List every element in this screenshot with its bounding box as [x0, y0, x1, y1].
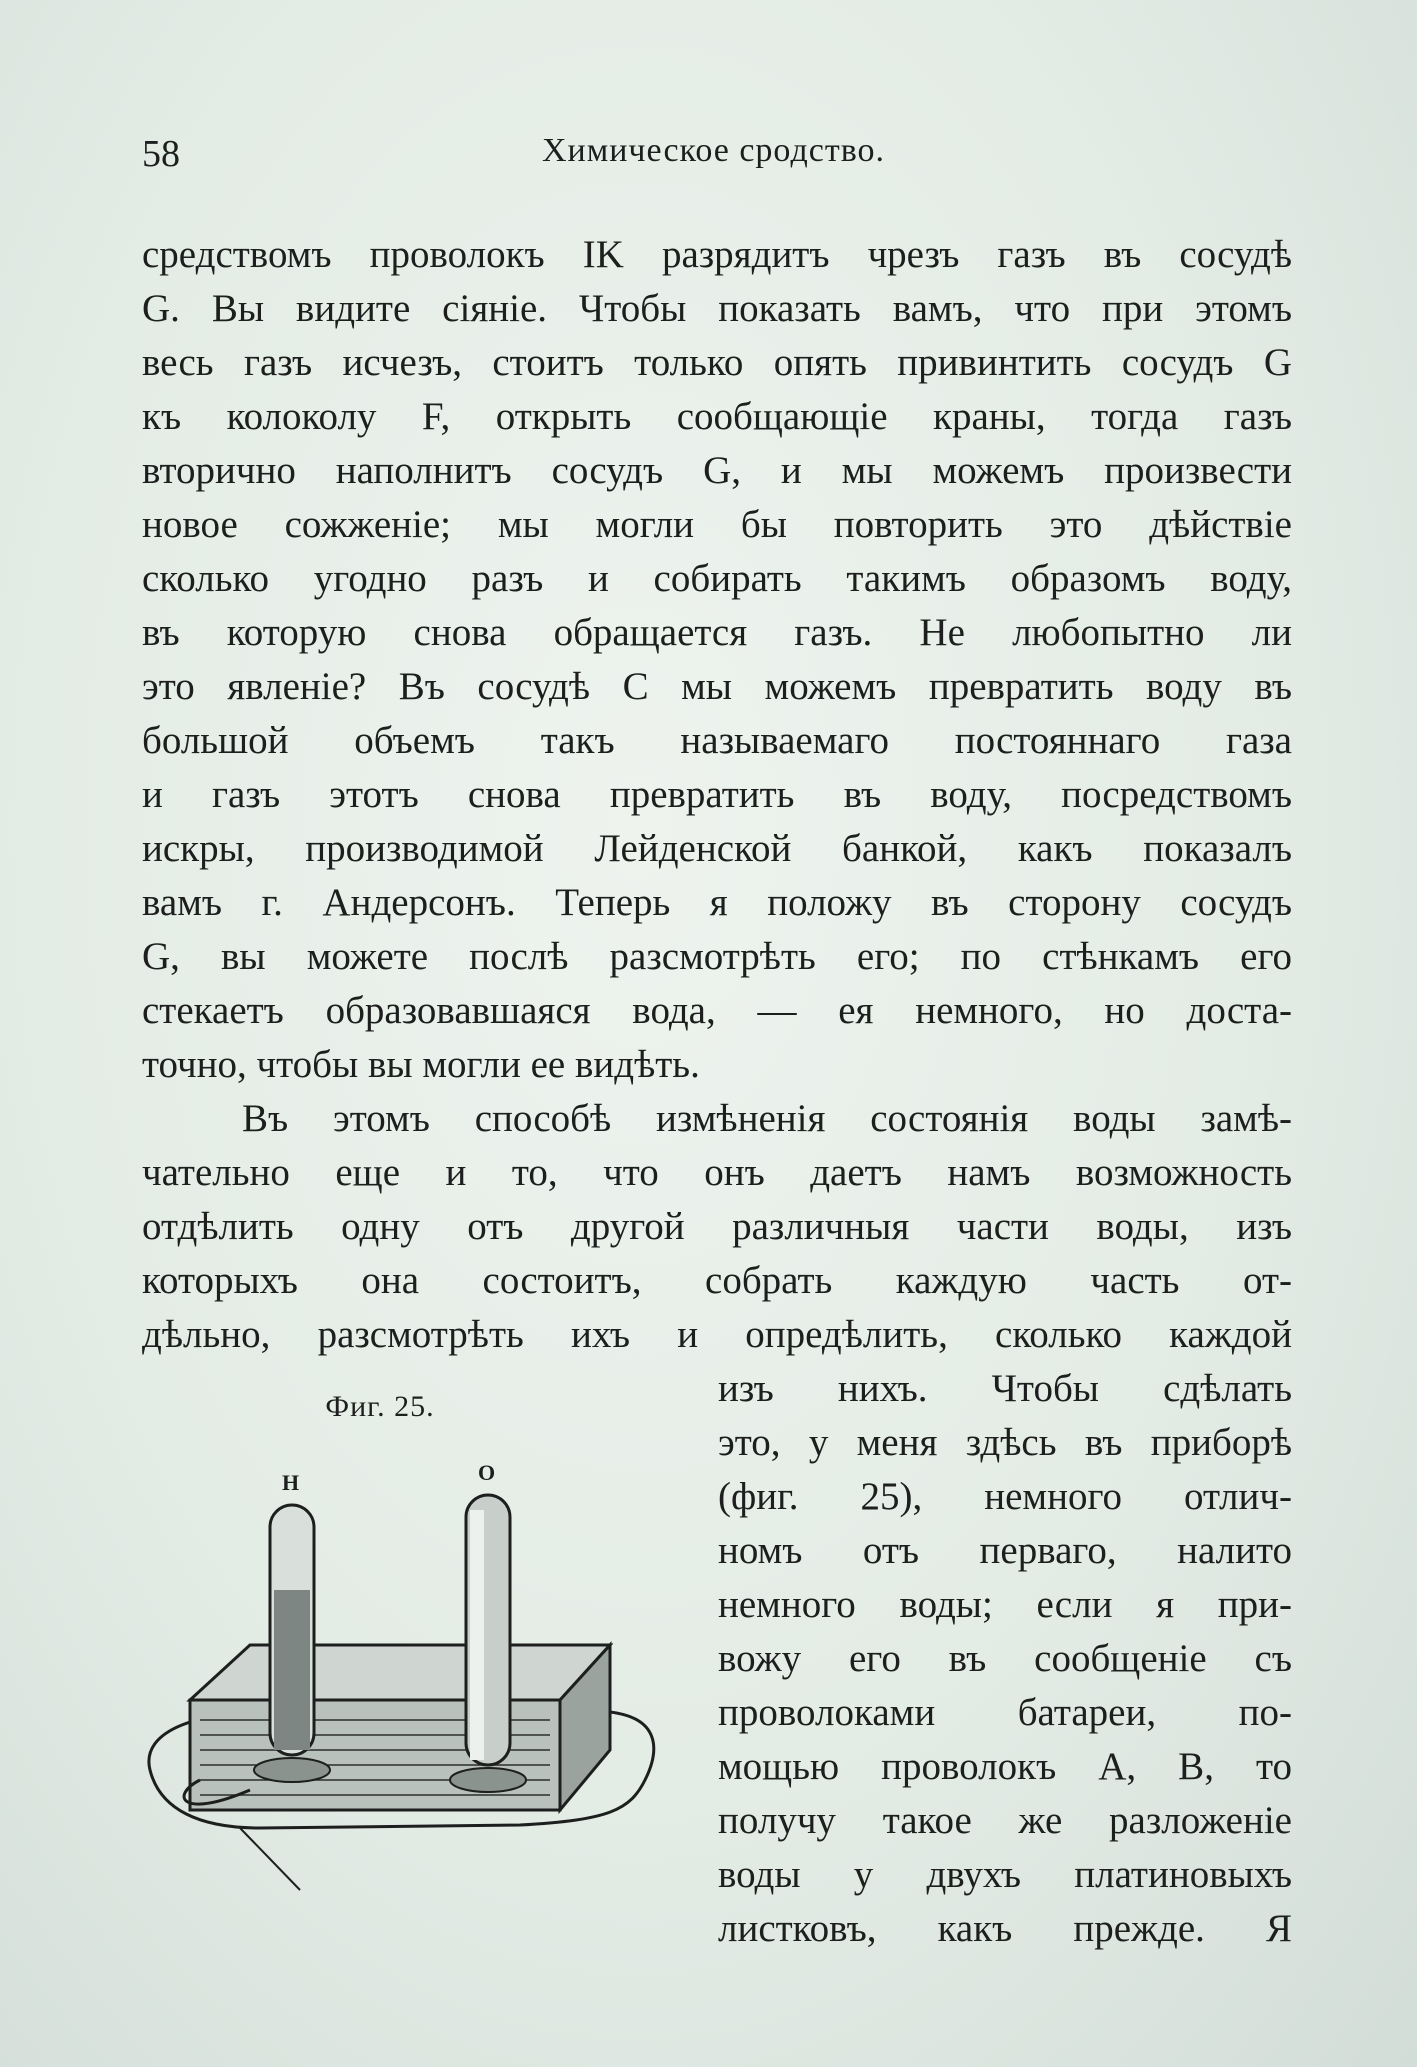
text-line: вожу его въ сообщеніе съ — [718, 1637, 1292, 1680]
text-line: стекаетъ образовавшаяся вода, — ея немного, но доста- — [142, 989, 1292, 1032]
text-line: большой объемъ такъ называемаго постояннаго газа — [142, 719, 1292, 762]
text-line: немного воды; если я при- — [718, 1583, 1292, 1626]
text-line: G, вы можете послѣ разсмотрѣть его; по стѣнкамъ его — [142, 935, 1292, 978]
text-line: средствомъ проволокъ IK разрядитъ чрезъ газъ въ сосудѣ — [142, 233, 1292, 276]
text-line: (фиг. 25), немного отлич- — [718, 1475, 1292, 1518]
page-header — [142, 132, 1285, 192]
running-title: Химическое сродство. — [541, 132, 886, 169]
wire-b — [240, 1828, 300, 1890]
right-column-text — [718, 1362, 1292, 1956]
hydrogen-tube-water — [274, 1590, 310, 1750]
figure-caption: Фиг. 25. — [325, 1390, 435, 1423]
text-line: мощью проволокъ A, B, то — [718, 1745, 1292, 1788]
text-line: сколько угодно разъ и собирать такимъ образомъ воду, — [142, 557, 1292, 600]
text-line: искры, производимой Лейденской банкой, какъ показалъ — [142, 827, 1292, 870]
text-line: это, у меня здѣсь въ приборѣ — [718, 1421, 1292, 1464]
main-text — [142, 228, 1292, 1362]
text-line: новое сожженіе; мы могли бы повторить это дѣйствіе — [142, 503, 1292, 546]
trough-top — [190, 1645, 610, 1700]
page-number: 58 — [142, 133, 180, 175]
text-line: въ которую снова обращается газъ. Не любопытно ли — [142, 611, 1292, 654]
text-line: точно, чтобы вы могли ее видѣть. — [142, 1043, 700, 1086]
electrode-stand-left — [254, 1758, 330, 1782]
label-o: O — [478, 1460, 496, 1485]
label-h: H — [282, 1470, 300, 1495]
text-line: вторично наполнитъ сосудъ G, и мы можемъ произвести — [142, 449, 1292, 492]
text-line: получу такое же разложеніе — [718, 1799, 1292, 1842]
oxygen-tube-highlight — [470, 1510, 484, 1760]
text-line: воды у двухъ платиновыхъ — [718, 1853, 1292, 1896]
text-line: вамъ г. Андерсонъ. Теперь я положу въ сторону сосудъ — [142, 881, 1292, 924]
text-line: изъ нихъ. Чтобы сдѣлать — [718, 1367, 1292, 1410]
text-line: проволоками батареи, по- — [718, 1691, 1292, 1734]
text-line: весь газъ исчезъ, стоитъ только опять привинтить сосудъ G — [142, 341, 1292, 384]
electrode-stand-right — [450, 1768, 526, 1792]
text-line: чательно еще и то, что онъ даетъ намъ возможность — [142, 1151, 1292, 1194]
text-line: къ колоколу F, открыть сообщающіе краны, тогда газъ — [142, 395, 1292, 438]
text-line: отдѣлить одну отъ другой различныя части воды, изъ — [142, 1205, 1292, 1248]
text-line: номъ отъ перваго, налито — [718, 1529, 1292, 1572]
text-line: и газъ этотъ снова превратить въ воду, посредствомъ — [142, 773, 1292, 816]
text-line: это явленіе? Въ сосудѣ C мы можемъ превратить воду въ — [142, 665, 1292, 708]
text-line: G. Вы видите сіяніе. Чтобы показать вамъ, что при этомъ — [142, 287, 1292, 330]
electrolysis-apparatus-illustration — [140, 1450, 660, 1920]
figure-25 — [140, 1390, 670, 1930]
text-line: листковъ, какъ прежде. Я — [718, 1907, 1292, 1950]
text-line: которыхъ она состоитъ, собрать каждую часть от- — [142, 1259, 1292, 1302]
paragraph-start-line: Въ этомъ способѣ измѣненія состоянія воды замѣ- — [242, 1097, 1292, 1140]
text-line: дѣльно, разсмотрѣть ихъ и опредѣлить, сколько каждой — [142, 1313, 1292, 1356]
